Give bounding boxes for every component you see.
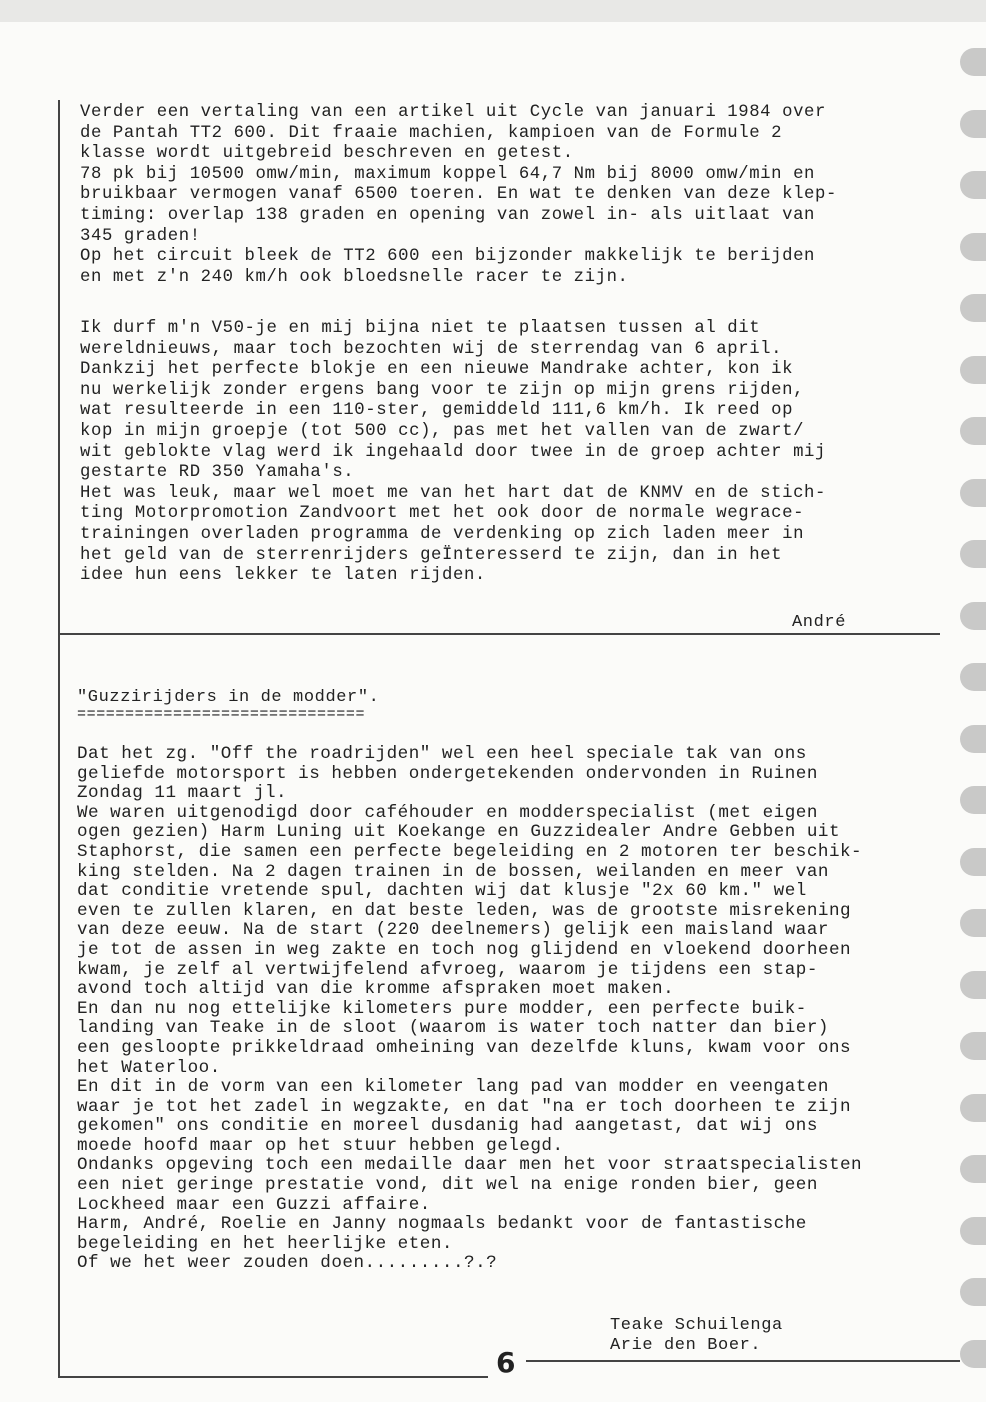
article2-title-underline: ============================== bbox=[77, 706, 366, 723]
binder-hole bbox=[960, 1340, 986, 1368]
binder-hole bbox=[960, 1094, 986, 1122]
binder-hole bbox=[960, 294, 986, 322]
binder-hole bbox=[960, 110, 986, 138]
binder-hole bbox=[960, 1278, 986, 1306]
article1-paragraph-2: Ik durf m'n V50-je en mij bijna niet te plaatsen tussen al dit wereldnieuws, maar toch bezochten wij de sterrendag van 6 april. Dankzij het perfecte blokje en een nieuwe Mandrake achter, kon ik nu werkelijk zonder ergens bang voor te zijn op mijn grens rijden, wat resulteerde in een 110-ster, gemiddeld 111,6 km/h. Ik reed op kop in mijn groepje (tot 500 cc), pas met het vallen van de zwart/ wit geblokte vlag werd ik ingehaald door twee in de groep achter mij gestarte RD 350 Yamaha's. Het was leuk, maar wel moet me van het hart dat de KNMV en de stich- ting Motorpromotion Zandvoort met het ook door de normale wegrace- trainingen overladen programma de verdenking op zich laden meer in het geld van de sterrenrijders geÏnteresserd te zijn, dan in het idee hun eens lekker te laten rijden. bbox=[80, 319, 826, 586]
binder-hole bbox=[960, 1155, 986, 1183]
binder-hole bbox=[960, 786, 986, 814]
binder-hole bbox=[960, 602, 986, 630]
page-number: 6 bbox=[490, 1346, 521, 1379]
binder-hole bbox=[960, 48, 986, 76]
binder-hole bbox=[960, 171, 986, 199]
article1-paragraph-1: Verder een vertaling van een artikel uit Cycle van januari 1984 over de Pantah TT2 600. Dit fraaie machien, kampioen van de Formule 2 klasse wordt uitgebreid beschreven en getest. 78 pk bij 10500 omw/min, maximum koppel 64,7 Nm bij 8000 omw/min en bruikbaar vermogen vanaf 6500 toeren. En wat te denken van deze klep- timing: overlap 138 graden en opening van zowel in- als uitlaat van 345 graden! Op het circuit bleek de TT2 600 een bijzonder makkelijk te berijden en met z'n 240 km/h ook bloedsnelle racer te zijn. bbox=[80, 103, 837, 287]
binder-hole bbox=[960, 848, 986, 876]
binder-hole bbox=[960, 356, 986, 384]
article2-body: Dat het zg. "Off the roadrijden" wel een heel speciale tak van ons geliefde motorsport is hebben ondergetekenden ondervonden in Ruinen Zondag 11 maart jl. We waren uitgenodigd door caféhouder en modderspecialist (met eigen ogen gezien) Harm Luning uit Koekange en Guzzidealer Andre Gebben uit Staphorst, die samen een perfecte begeleiding en 2 motoren ter beschik- king stelden. Na 2 dagen trainen in de bossen, weilanden en meer van dat conditie vretende spul, dachten wij dat klusje "2x 60 km." wel even te zullen klaren, en dat beste leden, was de grootste misrekening van deze eeuw. Na de start (220 deelnemers) gelijk een maisland waar je tot de assen in weg zakte en toch nog glijdend en vloekend doorheen kwam, je zelf al vertwijfelend afvroeg, waarom je tijdens een stap- avond toch altijd van die kromme afspraken moet maken. En dan nu nog ettelijke kilometers pure modder, een perfecte buik- landing van Teake in de sloot (waarom is water toch natter dan bier) een gesloopte prikkeldraad omheining van dezelfde kluns, kwam voor ons het Waterloo. En dit in de vorm van een kilometer lang pad van modder en veengaten waar je tot het zadel in wegzakte, en dat "na er toch doorheen te zijn gekomen" ons conditie en moreel dusdanig had aangetast, dat wij ons moede hoofd maar op het stuur hebben gelegd. Ondanks opgeving toch een medaille daar men het voor straatspecialisten een niet geringe prestatie vond, dit wel na enige ronden bier, geen Lockheed maar een Guzzi affaire. Harm, André, Roelie en Janny nogmaals bedankt voor de fantastische begeleiding en het heerlijke eten. Of we het weer zouden doen.........?.? bbox=[77, 744, 863, 1274]
footer-line-right bbox=[526, 1360, 960, 1362]
binder-hole bbox=[960, 1217, 986, 1245]
footer-line-left bbox=[58, 1376, 488, 1378]
binder-hole bbox=[960, 540, 986, 568]
article2-signature-1: Teake Schuilenga bbox=[610, 1316, 783, 1335]
article1-author: André bbox=[792, 613, 847, 632]
binder-hole bbox=[960, 971, 986, 999]
section-divider bbox=[58, 633, 940, 635]
article2-title: "Guzzirijders in de modder". bbox=[77, 688, 380, 707]
article2-signature-2: Arie den Boer. bbox=[610, 1336, 762, 1355]
scan-edge bbox=[0, 0, 986, 22]
left-margin-line bbox=[58, 100, 60, 1378]
binder-hole bbox=[960, 909, 986, 937]
binder-hole bbox=[960, 233, 986, 261]
binder-hole bbox=[960, 663, 986, 691]
binder-hole bbox=[960, 417, 986, 445]
binder-hole bbox=[960, 725, 986, 753]
binder-hole bbox=[960, 1032, 986, 1060]
binder-holes bbox=[946, 0, 986, 1402]
binder-hole bbox=[960, 479, 986, 507]
